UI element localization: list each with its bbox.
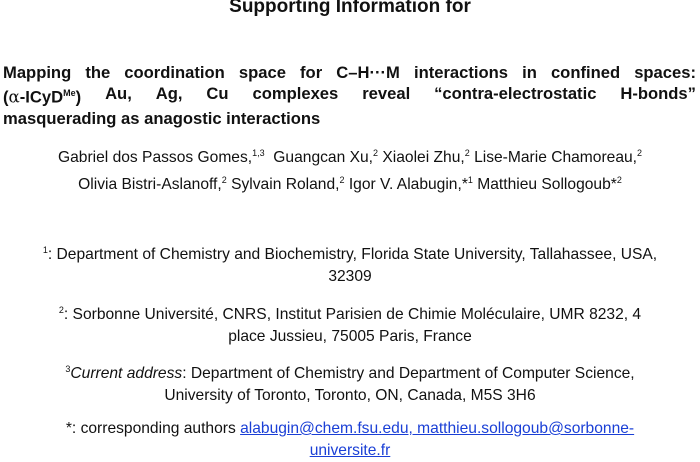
title-line-2: (α-ICyD$^{Me}$) Au, Ag, Cu complexes reveal “contra-electrostatic H-bonds” <box>3 84 696 107</box>
email-link-continued[interactable]: universite.fr <box>309 442 391 459</box>
title-line-1: Mapping the coordination space for C–H···M interactions in confined spaces: <box>3 63 696 82</box>
heading: Supporting Information for <box>229 0 471 17</box>
affiliation-1: $^1$: Department of Chemistry and Biochemistry, Florida State University, Tallahassee, USA, 32309 <box>42 245 658 286</box>
corresponding-authors: *: corresponding authors alabugin@chem.fsu.edu, matthieu.sollogoub@sorbonne- universite.fr <box>65 420 635 459</box>
authors-line-2: Olivia Bistri-Aslanoff,$^2$ Sylvain Roland,$^2$ Igor V. Alabugin,*$^1$ Matthieu Sollogoub*$^2$ <box>78 175 622 194</box>
title-line-3: masquerading as anagostic interactions <box>3 108 321 128</box>
title-complex: (α-ICyD$^{Me}$) <box>3 87 82 107</box>
paper-title <box>3 62 696 129</box>
author-list <box>0 142 700 196</box>
affiliation-3: $^3$Current address: Department of Chemistry and Department of Computer Science, University of Toronto, Toronto, ON, Canada, M5S 3H6 <box>65 364 635 405</box>
affiliation-2: $^2$: Sorbonne Université, CNRS, Institut Parisien de Chimie Moléculaire, UMR 8232, 4 place Jussieu, 75005 Paris, France <box>58 305 642 346</box>
email-link[interactable]: alabugin@chem.fsu.edu, matthieu.sollogoub@sorbonne- <box>240 420 635 437</box>
authors-line-1: Gabriel dos Passos Gomes,$^{1,3}$ Guangcan Xu,$^2$ Xiaolei Zhu,$^2$ Lise-Marie Chamoreau,$^2$ <box>57 148 643 167</box>
